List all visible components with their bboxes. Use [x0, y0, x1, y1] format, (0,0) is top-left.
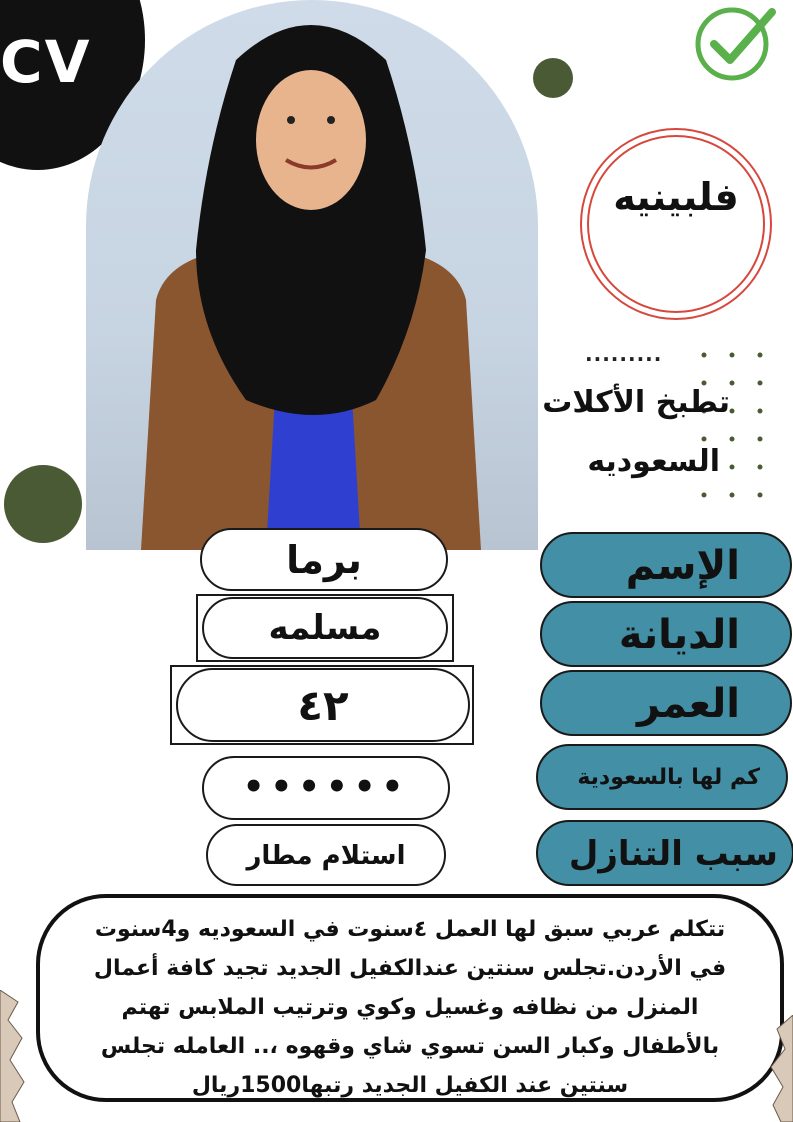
description-text: تتكلم عربي سبق لها العمل ٤سنوت في السعوديه و4سنوت في الأردن.تجلس سنتين عندالكفيل الجديد تجيد كافة أعمال المنزل من نظافه وغسيل وكوي وترتيب الملابس تهتم بالأطفال وكبار السن تسوي شاي وقهوه ،.. العامله تجلس سنتين عند الكفيل الجديد رتبها1500ريال [93, 917, 727, 1098]
dot-grid-decoration [694, 345, 774, 505]
label-experience: كم لها بالسعودية [536, 744, 788, 810]
skill-line-1: تطبخ الأكلات [542, 385, 730, 420]
label-age: العمر [540, 670, 792, 736]
cv-badge-text: CV [0, 28, 92, 96]
value-experience: •••••• [202, 756, 450, 820]
label-religion: الديانة [540, 601, 792, 667]
nationality-circle-inner [587, 135, 765, 313]
check-icon [694, 2, 778, 86]
torn-paper-right [755, 1015, 793, 1122]
dots-line: ......... [585, 342, 663, 366]
value-religion: مسلمه [202, 597, 448, 659]
decorative-dot-small [533, 58, 573, 98]
value-name: برما [200, 528, 448, 591]
skill-line-2: السعوديه [587, 444, 720, 479]
profile-photo [86, 0, 538, 550]
person-illustration [86, 0, 538, 550]
value-reason: استلام مطار [206, 824, 446, 886]
label-name: الإسم [540, 532, 792, 598]
nationality-text: فلبينيه [613, 175, 739, 219]
torn-paper-left [0, 990, 40, 1122]
value-age: ٤٢ [176, 668, 470, 742]
decorative-dot-large [4, 465, 82, 543]
label-reason: سبب التنازل [536, 820, 793, 886]
